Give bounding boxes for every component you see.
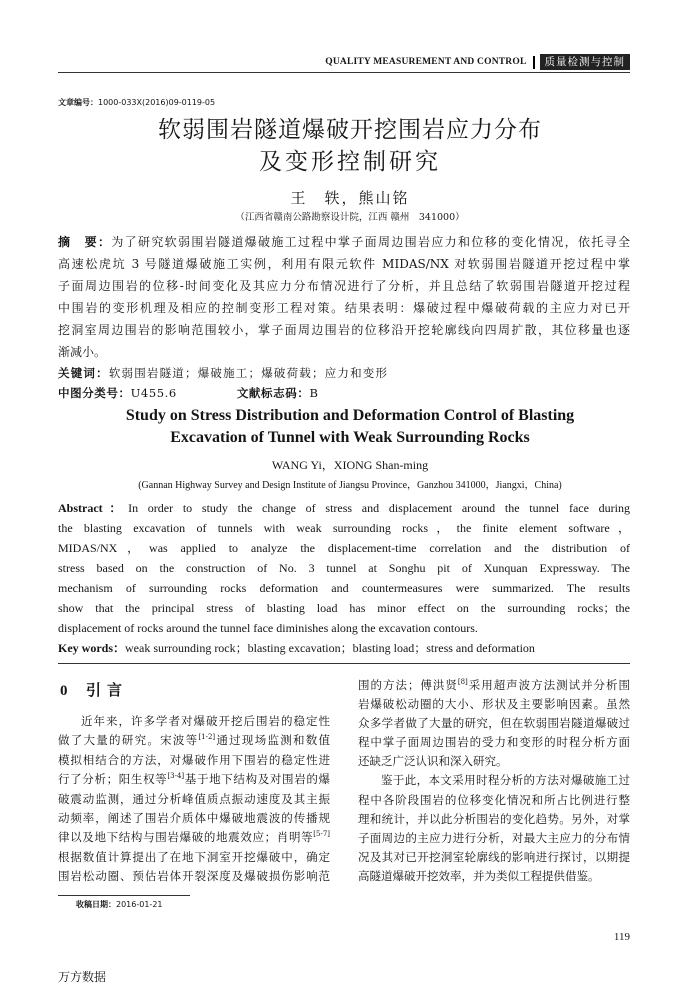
- keywords-cn-label: 关键词：: [58, 366, 109, 380]
- title-en-line: Study on Stress Distribution and Deformation Control of Blasting: [125, 407, 575, 424]
- keywords-cn-value: 软弱围岩隧道；爆破施工；爆破荷载；应力和变形: [108, 366, 389, 380]
- doc-code-value: B: [309, 386, 319, 400]
- body-line: [58, 770, 330, 789]
- classification-line: [58, 383, 630, 403]
- body-line: 子面周边的主应力进行分析，对最大主应力的分布情: [358, 830, 630, 845]
- body-text: 采用超声波方法测试并分析围: [467, 678, 631, 692]
- section-title: 引言: [86, 681, 129, 699]
- article-number: [58, 97, 215, 109]
- citation-ref: [1-2]: [198, 733, 216, 742]
- header-rule: [58, 72, 630, 73]
- citation-ref: [8]: [457, 678, 468, 687]
- article-number-label: 文章编号：: [58, 98, 98, 107]
- abstract-cn-text: 为了研究软弱围岩隧道爆破施工过程中掌子面周边围岩应力和位移的变化情况，依托寻全: [111, 235, 630, 249]
- body-line: 模拟相结合的方法，对爆破作用下围岩的稳定性进: [58, 752, 330, 767]
- body-line: 根据数值计算提出了在地下洞室开挖爆破中，确定: [58, 849, 330, 864]
- body-text: 基于地下结构及对围岩的爆: [184, 772, 331, 787]
- title-en-line: Excavation of Tunnel with Weak Surrounding Rocks: [170, 429, 530, 446]
- keywords-en: [58, 638, 630, 658]
- keywords-en-value: weak surrounding rock；blasting excavation；blasting load；stress and deformation: [125, 641, 535, 655]
- abstract-en: [58, 498, 630, 658]
- abstract-cn-line: [58, 231, 630, 253]
- body-left-column: [58, 712, 330, 887]
- received-date-value: 2016-01-21: [116, 900, 163, 909]
- header-separator: [533, 56, 535, 69]
- abstract-cn-line: 挖洞室周边围岩的影响范围较小，掌子面周边围岩的位移沿开挖轮廓线向四周扩散，其位移量也逐: [58, 323, 630, 337]
- keywords-en-label: Key words：: [58, 641, 125, 655]
- received-date: [76, 899, 163, 911]
- page-number: 119: [613, 931, 630, 943]
- running-header: [325, 54, 630, 70]
- body-line: 理和统计，并以此分析围岩的变化趋势。另外，对掌: [358, 811, 630, 826]
- body-text: 行了分析；阳生权等: [58, 772, 168, 787]
- body-line: [58, 828, 330, 847]
- body-line: 近年来，许多学者对爆破开挖后围岩的稳定性: [81, 714, 330, 728]
- clc-value: U455.6: [130, 386, 177, 400]
- abstract-cn-line: 子面周边围岩的位移-时间变化及其应力分布情况进行了分析，并且总结了软弱围岩隧道开挖过程: [58, 279, 630, 293]
- citation-ref: [3-4]: [167, 772, 185, 781]
- body-line: 况及其对已开挖洞室轮廓线的影响进行探讨，以期提: [358, 849, 630, 864]
- title-cn-line: 及变形控制研究: [259, 149, 441, 175]
- abstract-en-line: displacement of rocks around the tunnel face diminishes along the excavation contours.: [58, 621, 478, 635]
- abstract-en-text: In order to study the change of stress and displacement around the tunnel face during: [128, 501, 630, 515]
- body-line: [358, 676, 630, 695]
- citation-ref: [5-7]: [313, 830, 330, 839]
- keywords-cn: [58, 363, 630, 383]
- affiliation-cn: （江西省赣南公路勘察设计院，江西 赣州 341000）: [235, 212, 465, 223]
- body-line: 还缺乏广泛认识和深入研究。: [358, 754, 508, 769]
- body-text: 通过现场监测和数值: [215, 733, 331, 748]
- abstract-en-line: show that the principal stress of blasting load has minor effect on the surrounding rocks；the: [58, 601, 630, 615]
- received-date-label: 收稿日期：: [76, 900, 116, 909]
- body-line: [58, 731, 330, 750]
- abstract-en-line: MIDAS/NX，was applied to analyze the displacement-time correlation and the distribution of: [58, 541, 630, 555]
- article-number-value: 1000-033X(2016)09-0119-05: [98, 98, 216, 107]
- footnote-rule: [58, 895, 190, 896]
- title-cn-line: 软弱围岩隧道爆破开挖围岩应力分布: [158, 117, 542, 143]
- abstract-en-label: Abstract：: [58, 501, 129, 515]
- journal-name-en: QUALITY MEASUREMENT AND CONTROL: [325, 57, 527, 67]
- title-en: [0, 405, 700, 449]
- abstract-en-line: stress based on the construction of No. 3 tunnel at Songhu pit of Xunquan Expressway. The: [58, 561, 630, 575]
- body-line: 鉴于此，本文采用时程分析的方法对爆破施工过: [381, 773, 630, 788]
- source-watermark: 万方数据: [58, 970, 107, 984]
- body-text: 做了大量的研究。宋波等: [58, 733, 199, 748]
- abstract-en-line: [58, 498, 630, 518]
- title-cn: [0, 114, 700, 178]
- body-text: 律以及地下结构与围岩爆破的地震效应；肖明等: [58, 830, 314, 845]
- body-text: 围的方法；傅洪贤: [358, 678, 458, 692]
- abstract-cn-label: 摘 要：: [58, 235, 112, 249]
- body-line: 程中掌子面周边围岩的受力和变形的时程分析方面: [358, 735, 630, 750]
- affiliation-en: (Gannan Highway Survey and Design Institute of Jiangsu Province，Ganzhou 341000，Jiangxi，China): [138, 480, 562, 491]
- authors-en: WANG Yi，XIONG Shan-ming: [271, 458, 429, 472]
- body-right-column: [358, 676, 630, 886]
- body-line: 众多学者做了大量的研究，但在软弱围岩隧道爆破过: [358, 716, 630, 731]
- abstract-cn-line: 高速松虎坑 3 号隧道爆破施工实例，利用有限元软件 MIDAS/NX 对软弱围岩隧道开挖过程中掌: [58, 257, 630, 271]
- authors-cn: 王 轶，熊山铭: [290, 189, 410, 207]
- body-line: 程中各阶段围岩的位移变化情况和所占比例进行整: [358, 792, 630, 807]
- abstract-cn-line: 中围岩的变形机理及相应的控制变形工程对策。结果表明：爆破过程中爆破荷载的主应力对已开: [58, 301, 630, 315]
- abstract-cn: [58, 231, 630, 363]
- abstract-en-line: the blasting excavation of tunnels with weak surrounding rocks，the finite element software，: [58, 521, 630, 535]
- doc-code-label: 文献标志码：: [236, 386, 310, 400]
- abstract-en-line: mechanism of surrounding rocks deformation and countermeasures were summarized. The results: [58, 581, 630, 595]
- abstract-cn-line: 渐减小。: [58, 345, 107, 359]
- section-heading: [60, 680, 128, 701]
- clc-label: 中图分类号：: [58, 386, 131, 400]
- body-line: 动频率，阐述了围岩介质体中爆破地震波的传播规: [58, 811, 330, 826]
- journal-name-cn: 质量检测与控制: [540, 54, 631, 70]
- section-divider-rule: [58, 663, 630, 664]
- body-line: 破震动监测，通过分析峰值质点振动速度及其主振: [58, 791, 330, 806]
- body-line: 围岩松动圈、预估岩体开裂深度及爆破损伤影响范: [58, 869, 330, 884]
- body-line: 高隧道爆破开挖效率，并为类似工程提供借鉴。: [358, 868, 600, 883]
- body-line: 岩爆破松动圈的大小、形状及主要影响因素。虽然: [358, 697, 630, 712]
- section-number: 0: [60, 683, 68, 699]
